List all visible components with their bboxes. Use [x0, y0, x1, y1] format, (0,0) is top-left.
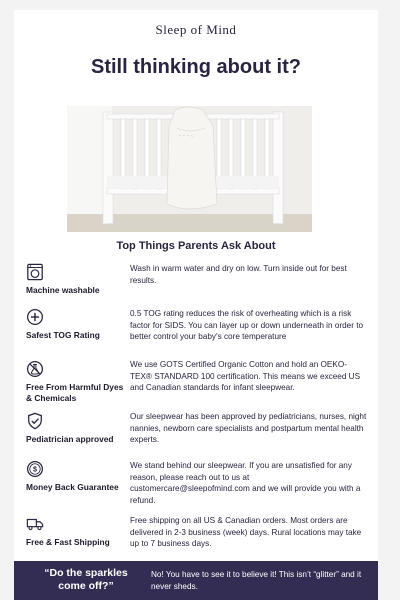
faq-label: Safest TOG Rating [26, 330, 100, 340]
faq-text: 0.5 TOG rating reduces the risk of overheating which is a risk factor for SIDS. You can layer up or down underneath in order to better control your baby's core temperature [130, 309, 364, 342]
email-container [14, 10, 378, 600]
footer-banner [14, 561, 378, 600]
faq-label: Free & Fast Shipping [26, 537, 110, 547]
faq-text: Free shipping on all US & Canadian orders. Most orders are delivered in 2-3 business (week) days. Rural locations may take up to 7 business days. [130, 516, 362, 549]
plus-circle-icon [26, 308, 44, 326]
page-title: Still thinking about it? [91, 56, 301, 78]
faq-text: Wash in warm water and dry on low. Turn inside out for best results. [130, 264, 347, 285]
faq-label: Money Back Guarantee [26, 482, 119, 492]
faq-label: Pediatrician approved [26, 434, 114, 444]
footer-quote: “Do the sparkles come off?” [44, 567, 128, 593]
shield-check-icon [26, 412, 44, 430]
dollar-coin-icon [26, 460, 44, 478]
faq-text: We use GOTS Certified Organic Cotton and hold an OEKO-TEX® STANDARD 100 certification. This means we exceed US and Canadian standards for infant sleepwear. [130, 360, 361, 393]
svg-text:$: $ [33, 464, 37, 474]
no-chemicals-icon [26, 360, 44, 378]
washing-machine-icon [26, 263, 44, 281]
faq-text: Our sleepwear has been approved by pediatricians, nurses, night nannies, newborn care specialists and postpartum mental health experts. [130, 412, 367, 445]
brand-logo[interactable]: Sleep of Mind [155, 22, 237, 37]
faq-text: We stand behind our sleepwear. If you are unsatisfied for any reason, please reach out to us at customercare@sleepofmind.com and we will provide you with a refund. [130, 461, 361, 505]
truck-icon [26, 515, 44, 533]
crib-illustration [67, 106, 312, 232]
section-title: Top Things Parents Ask About [116, 240, 276, 252]
hero-image[interactable] [67, 106, 312, 232]
footer-answer: No! You have to see it to believe it! This isn’t “glitter” and it never sheds. [151, 570, 362, 591]
faq-label: Machine washable [26, 285, 100, 295]
faq-label: Free From Harmful Dyes & Chemicals [26, 382, 124, 403]
